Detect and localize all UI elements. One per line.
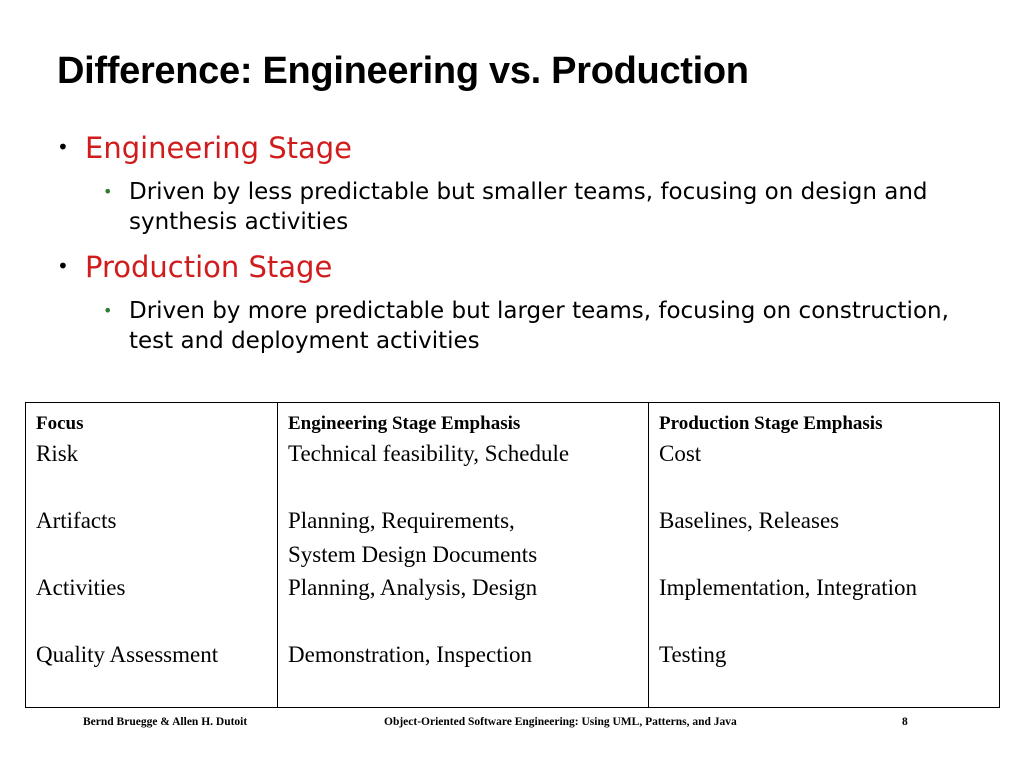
sub-bullet-dot-icon: • [103,301,113,320]
table-cell: Baselines, Releases [659,508,840,533]
table-cell: Planning, Requirements, [288,508,515,533]
bullet-production-stage [57,250,332,284]
table-cell: Cost [659,441,702,466]
sub-bullet-dot-icon: • [103,182,113,201]
table-cell: Quality Assessment [36,642,219,667]
table-cell [36,471,267,505]
table-cell: Implementation, Integration [659,575,918,600]
page-number: 8 [902,716,908,728]
table-cell [36,605,267,639]
emphasis-table [25,402,1000,708]
bullet-dot-icon: • [57,135,69,159]
sub-bullet-text: Driven by more predictable but larger teams, focusing on construction, test and deployment activities [129,298,949,354]
column-header: Production Stage Emphasis [659,413,883,434]
production-column [649,403,1000,708]
column-header: Engineering Stage Emphasis [288,413,521,434]
table-cell: Risk [36,441,79,466]
table-cell [36,538,267,572]
table-cell: Testing [659,642,727,667]
table-cell [288,471,638,505]
table-cell [659,605,989,639]
slide-title: Difference: Engineering vs. Production [57,50,749,92]
table-cell: Technical feasibility, Schedule [288,441,570,466]
table-cell: System Design Documents [288,541,538,567]
bullet-dot-icon: • [57,254,69,278]
bullet-heading: Production Stage [85,250,333,284]
table-cell: Planning, Analysis, Design [288,575,538,600]
column-header: Focus [36,413,84,434]
sub-bullet-text: Driven by less predictable but smaller teams, focusing on design and synthesis activities [129,179,928,235]
table-cell [659,538,989,572]
table-cell: Artifacts [36,508,117,533]
sub-bullet-engineering [103,177,983,237]
table-cell: Activities [36,575,126,600]
footer-book-title: Object-Oriented Software Engineering: Using UML, Patterns, and Java [384,716,737,728]
sub-bullet-production [103,296,983,356]
table-cell: Demonstration, Inspection [288,642,533,667]
focus-column [26,403,278,708]
engineering-column [278,403,649,708]
table-cell [659,471,989,505]
footer-authors: Bernd Bruegge & Allen H. Dutoit [83,716,248,728]
bullet-engineering-stage [57,131,352,165]
table-cell [288,605,638,639]
bullet-heading: Engineering Stage [85,131,353,165]
